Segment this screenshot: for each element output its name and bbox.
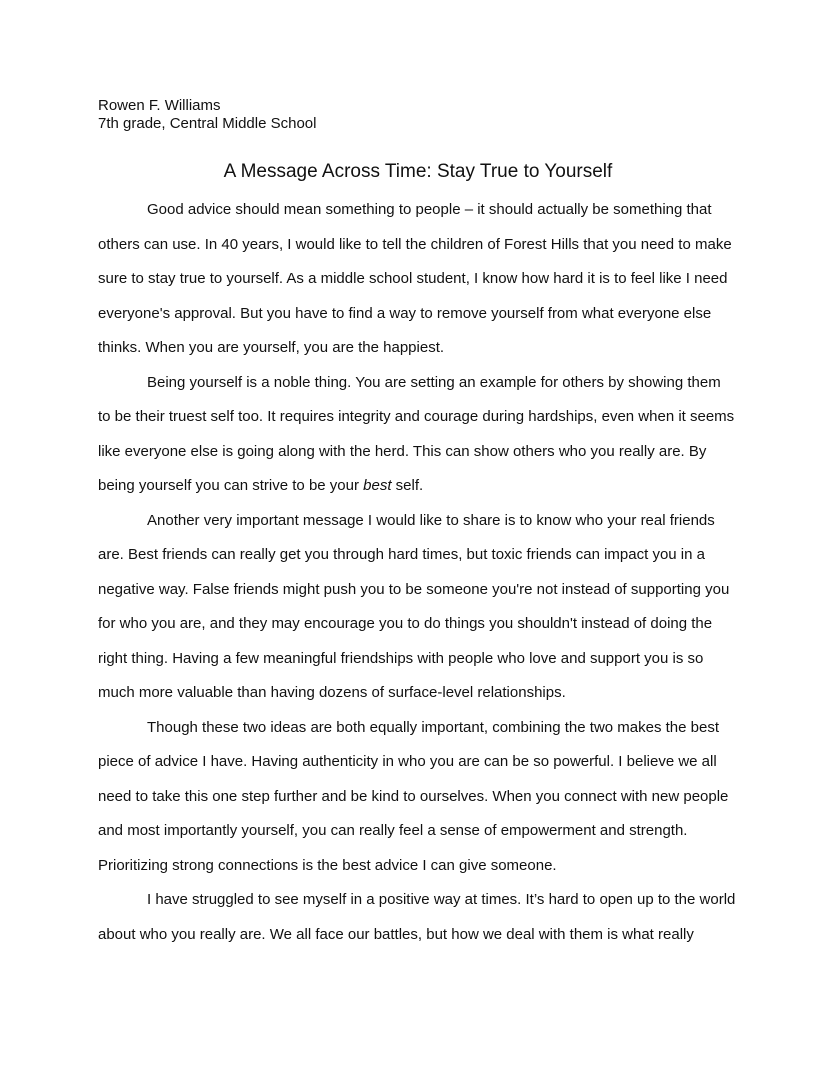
text-line: Though these two ideas are both equally important, combining the two makes the best [147,718,719,736]
text-line: for who you are, and they may encourage you to do things you shouldn't instead of doing the [98,615,713,632]
text-line: right thing. Having a few meaningful friendships with people who love and support you is so [98,649,704,667]
text-line: like everyone else is going along with the herd. This can show others who you really are. By [98,442,707,460]
text-line: Prioritizing strong connections is the best advice I can give someone. [98,856,557,874]
text-line: about who you really are. We all face our battles, but how we deal with them is what really [98,925,694,943]
paragraph-1 [98,193,738,366]
paragraph-2 [98,366,738,504]
text-line: Being yourself is a noble thing. You are setting an example for others by showing them [147,373,721,391]
text-line: to be their truest self too. It requires integrity and courage during hardships, even when it seems [98,408,735,425]
text-line: are. Best friends can really get you through hard times, but toxic friends can impact you in a [98,546,705,563]
text-line: sure to stay true to yourself. As a middle school student, I know how hard it is to feel like I need [98,270,728,287]
text-line: need to take this one step further and be kind to ourselves. When you connect with new people [98,787,729,805]
text-line: Good advice should mean something to people – it should actually be something that [147,201,712,218]
emphasized-word: best [363,477,392,494]
text-segment: being yourself you can strive to be your [98,477,364,494]
text-line: negative way. False friends might push you to be someone you're not instead of supporting you [98,580,730,598]
text-line: thinks. When you are yourself, you are the happiest. [98,339,445,356]
author-affiliation: 7th grade, Central Middle School [98,115,317,132]
paragraph-5 [98,883,738,952]
text-line: everyone's approval. But you have to find a way to remove yourself from what everyone else [98,304,712,322]
text-line: others can use. In 40 years, I would like to tell the children of Forest Hills that you need to make [98,235,732,253]
essay-title: A Message Across Time: Stay True to Yourself [223,161,613,182]
paragraph-4 [98,711,738,884]
document-page [98,97,738,952]
text-line: much more valuable than having dozens of surface-level relationships. [98,684,566,701]
text-line: Another very important message I would like to share is to know who your real friends [147,511,715,529]
text-segment: self. [391,477,424,494]
essay-body [98,193,738,952]
paragraph-3 [98,504,738,711]
text-line: I have struggled to see myself in a positive way at times. It’s hard to open up to the world [147,891,736,908]
text-line: piece of advice I have. Having authenticity in who you are can be so powerful. I believe we all [98,753,717,770]
author-name: Rowen F. Williams [98,97,221,114]
text-line [98,469,738,504]
text-line: and most importantly yourself, you can really feel a sense of empowerment and strength. [98,822,688,839]
